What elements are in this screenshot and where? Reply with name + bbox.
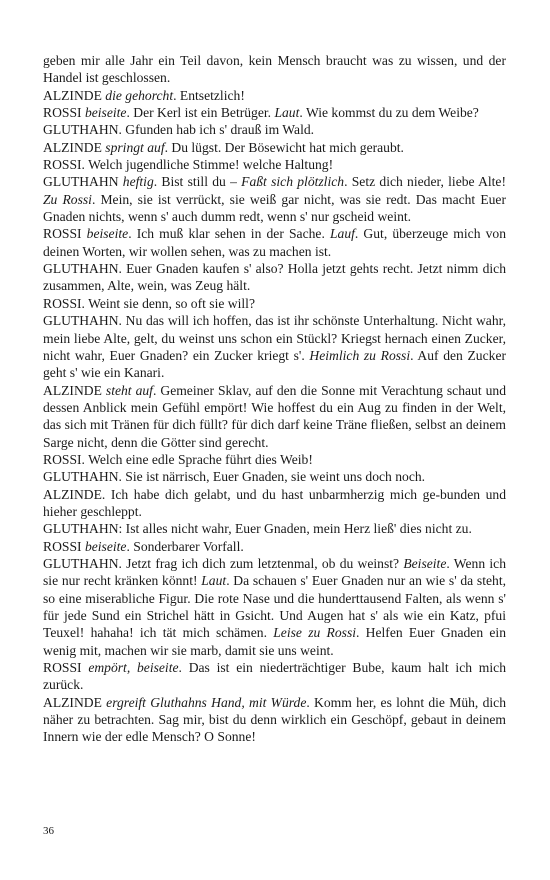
text-run: ROSSI bbox=[43, 226, 87, 242]
stage-direction: ergreift Gluthahns Hand, mit Würde bbox=[106, 694, 307, 710]
text-run: GLUTHAHN bbox=[43, 174, 123, 190]
text-run: . Da schauen s' Euer Gnaden nur an wie s' da steht, so eine miserabliche Figur. Die rote Nase und die hunderttausend Falten, als wenn s' für jede Sund ein Strichel hätt in Gsicht. Und Augen hat s' als wie ein Katz, pfui Teuxel! hahaha! ich tät mich schämen. bbox=[43, 573, 506, 641]
text-run: . Du lügst. Der Bösewicht hat mich geraubt. bbox=[164, 139, 404, 155]
stage-direction: Lauf bbox=[329, 226, 355, 242]
text-run: GLUTHAHN. Jetzt frag ich dich zum letztenmal, ob du weinst? bbox=[43, 555, 404, 571]
text-run: . Entsetzlich! bbox=[173, 87, 245, 103]
stage-direction: Faßt sich plötzlich bbox=[241, 174, 345, 190]
text-run: . Sonderbarer Vorfall. bbox=[126, 538, 244, 554]
stage-direction: Leise zu Rossi bbox=[273, 625, 357, 641]
text-run: geben mir alle Jahr ein Teil davon, kein Mensch braucht was zu wissen, und der Handel ist geschlossen. bbox=[43, 53, 506, 86]
text-run: . Komm her, es lohnt die Müh, dich näher zu betrachten. Sag mir, bist du denn wirklich ein Geschöpf, gebaut in deinem Innern wie der edle Mensch? O Sonne! bbox=[43, 694, 506, 745]
page-text bbox=[43, 52, 506, 746]
text-run: . Der Kerl ist ein Betrüger. bbox=[126, 105, 275, 121]
stage-direction: Heimlich zu Rossi bbox=[309, 347, 411, 363]
text-run: . Ich muß klar sehen in der Sache. bbox=[128, 226, 330, 242]
stage-direction: Laut bbox=[274, 105, 300, 121]
text-run: GLUTHAHN: Ist alles nicht wahr, Euer Gnaden, mein Herz ließ' dies nicht zu. bbox=[43, 521, 472, 537]
stage-direction: springt auf bbox=[105, 139, 165, 155]
paragraph bbox=[43, 555, 506, 659]
stage-direction: Beiseite bbox=[403, 555, 447, 571]
paragraph bbox=[43, 694, 506, 746]
paragraph bbox=[43, 486, 506, 521]
text-run: ROSSI. Welch jugendliche Stimme! welche Haltung! bbox=[43, 157, 334, 173]
paragraph bbox=[43, 520, 506, 537]
stage-direction: die gehorcht bbox=[105, 87, 174, 103]
text-run: . Bist still du – bbox=[153, 174, 242, 190]
text-run: . Auf den Zucker geht s' wie ein Kanari. bbox=[43, 347, 506, 381]
paragraph bbox=[43, 173, 506, 225]
text-run: . Wie kommst du zu dem Weibe? bbox=[299, 105, 479, 121]
stage-direction: heftig bbox=[122, 174, 154, 190]
text-run: ALZINDE bbox=[43, 139, 106, 155]
text-run: . Mein, sie ist verrückt, sie weiß gar nicht, was sie redt. Das macht Euer Gnaden nichts, wenn s' auch dumm redt, wenn s' nur gscheid weint. bbox=[43, 191, 506, 225]
text-run: GLUTHAHN. Nu das will ich hoffen, das ist ihr schönste Unterhaltung. Nicht wahr, mein liebe Alte, gelt, du weinst uns schon ein Stückl? Kriegst hernach einen Zucker, nicht wahr, Euer Gnaden? ein Zucker kriegt s'. bbox=[43, 313, 506, 363]
paragraph bbox=[43, 260, 506, 295]
paragraph bbox=[43, 104, 506, 121]
text-run: ALZINDE. Ich habe dich gelabt, und du hast unbarmherzig mich ge-bunden und hieher geschleppt. bbox=[43, 486, 506, 519]
text-run: GLUTHAHN. Sie ist närrisch, Euer Gnaden, sie weint uns doch noch. bbox=[43, 469, 426, 485]
page-number: 36 bbox=[43, 825, 54, 837]
text-run: . Setz dich nieder, liebe Alte! bbox=[344, 174, 506, 190]
text-run: ROSSI bbox=[43, 105, 85, 121]
paragraph bbox=[43, 538, 506, 555]
paragraph bbox=[43, 659, 506, 694]
text-run: ROSSI. Weint sie denn, so oft sie will? bbox=[43, 295, 255, 311]
text-run: ALZINDE bbox=[43, 87, 106, 103]
text-run: ALZINDE bbox=[43, 382, 106, 398]
stage-direction: Zu Rossi bbox=[43, 191, 92, 207]
paragraph bbox=[43, 139, 506, 156]
text-run: . Gemeiner Sklav, auf den die Sonne mit Verachtung schaut und dessen Anblick mein Gefühl empört! Wie hoffest du ein Aug zu finden in der Welt, das sich mit Tränen für dich füllt? für dich darf keine Träne fließen, selbst an deinem Sarge nicht, denn die Götter sind gerecht. bbox=[43, 382, 506, 450]
text-run: . Gut, überzeuge mich von deinen Worten, wir wollen sehen, was zu machen ist. bbox=[43, 226, 507, 259]
text-run: . Wenn ich sie nur recht kränken könnt! bbox=[43, 555, 506, 589]
stage-direction: Laut bbox=[201, 573, 227, 589]
paragraph bbox=[43, 121, 506, 138]
stage-direction: beiseite bbox=[84, 105, 127, 121]
text-run: . Das ist ein niederträchtiger Bube, kaum halt ich mich zurück. bbox=[43, 660, 506, 693]
text-run: GLUTHAHN. Euer Gnaden kaufen s' also? Holla jetzt gehts recht. Jetzt nimm dich zusammen, Alte, wein, was Zeug hält. bbox=[43, 261, 506, 294]
stage-direction: beiseite bbox=[84, 538, 127, 554]
text-run: ROSSI bbox=[43, 538, 85, 554]
text-run: ROSSI. Welch eine edle Sprache führt dies Weib! bbox=[43, 451, 313, 467]
paragraph bbox=[43, 225, 506, 260]
text-run: . Helfen Euer Gnaden ein wenig mit, machen wir sie marb, damit sie uns weint. bbox=[43, 625, 506, 658]
paragraph bbox=[43, 87, 506, 104]
paragraph bbox=[43, 156, 506, 173]
text-run: ROSSI bbox=[43, 660, 89, 676]
text-run: ALZINDE bbox=[43, 694, 107, 710]
paragraph bbox=[43, 382, 506, 451]
stage-direction: empört, beiseite bbox=[88, 660, 179, 676]
stage-direction: steht auf bbox=[105, 382, 153, 398]
stage-direction: beiseite bbox=[86, 226, 129, 242]
text-run: GLUTHAHN. Gfunden hab ich s' drauß im Wald. bbox=[43, 122, 315, 138]
paragraph bbox=[43, 468, 506, 485]
paragraph bbox=[43, 52, 506, 87]
paragraph bbox=[43, 295, 506, 312]
paragraph bbox=[43, 451, 506, 468]
paragraph bbox=[43, 312, 506, 381]
